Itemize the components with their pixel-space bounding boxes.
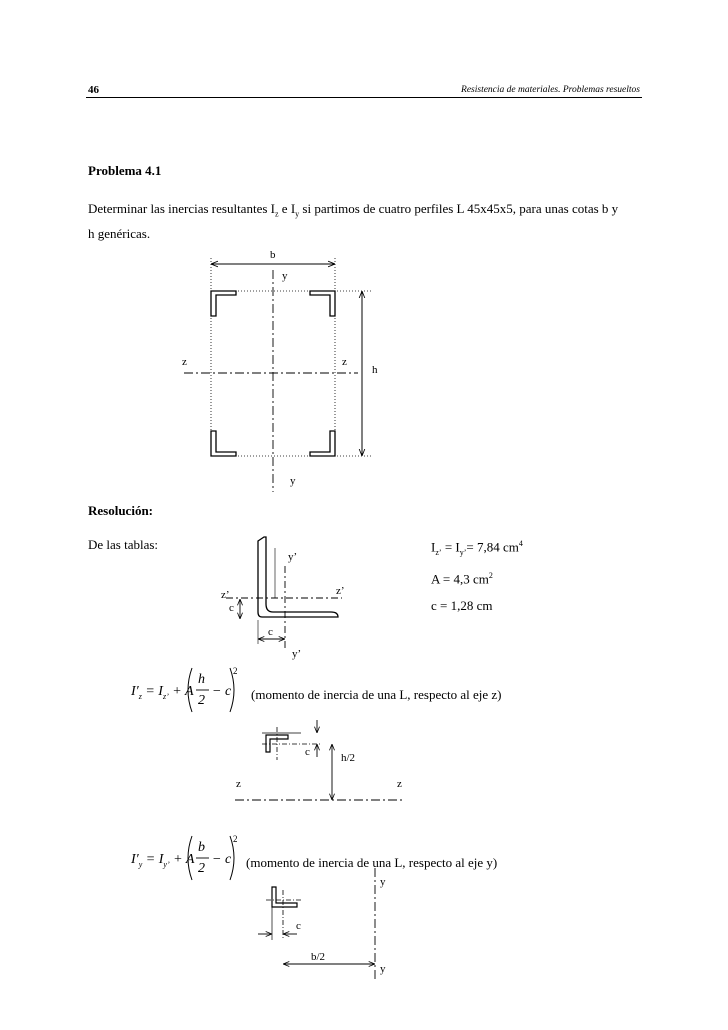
- eq1-rhs-i: = I: [145, 684, 163, 699]
- inertia-exponent: 4: [518, 539, 523, 548]
- eq1-lhs-sub: z: [138, 691, 142, 701]
- iy-symbol: = I: [441, 539, 460, 555]
- eq2-exponent: 2: [233, 834, 238, 844]
- eq1-lhs: I′: [131, 684, 139, 699]
- running-header-title: Resistencia de materiales. Problemas resueltos: [461, 85, 640, 95]
- eq2-lhs: I′: [131, 852, 139, 867]
- fig1-z-right-label: z: [342, 356, 347, 368]
- fig2-z-right-label: z’: [336, 585, 345, 597]
- eq2-minus-c: − c: [212, 852, 232, 867]
- iz-symbol: I: [431, 539, 436, 555]
- fig2-c-vertical-label: c: [229, 602, 234, 614]
- fig3-h2-label: h/2: [341, 752, 356, 764]
- area-text: A = 4,3 cm: [431, 571, 489, 587]
- fig3-z-right-label: z: [397, 778, 402, 790]
- c-value: c = 1,28 cm: [431, 598, 493, 613]
- page-number: 46: [88, 84, 99, 96]
- eq2-frac-den: 2: [198, 861, 205, 876]
- eq1-minus-c: − c: [212, 684, 232, 699]
- eq2-frac-num: b: [198, 840, 205, 855]
- eq2-lhs-sub: y: [138, 859, 143, 869]
- inertia-value: = 7,84 cm: [466, 539, 519, 555]
- eq2-rhs-i: = I: [145, 852, 164, 867]
- iy-subscript: y’: [459, 547, 467, 557]
- statement-sub-y: y: [295, 209, 300, 219]
- eq1-rhs-a: + A: [172, 684, 194, 699]
- fig4-y-bottom-label: y: [380, 963, 386, 975]
- fig1-y-bottom-label: y: [290, 475, 296, 487]
- statement-line-2: h genéricas.: [88, 225, 151, 241]
- eq1-exponent: 2: [233, 666, 238, 676]
- problem-title: Problema 4.1: [88, 163, 162, 178]
- fig4-y-top-label: y: [380, 876, 386, 888]
- fig3-z-left-label: z: [236, 778, 241, 790]
- eq1-frac-den: 2: [198, 693, 205, 708]
- resolution-title: Resolución:: [88, 503, 153, 518]
- fig1-b-label: b: [270, 249, 276, 261]
- statement-sub-z: z: [274, 209, 279, 219]
- fig4-c-label: c: [296, 920, 301, 932]
- fig2-y-top-label: y’: [288, 551, 298, 563]
- eq1-note: (momento de inercia de una L, respecto al eje z): [251, 687, 502, 702]
- statement-part-2: e I: [278, 201, 296, 216]
- fig1-z-left-label: z: [182, 356, 187, 368]
- fig4-l-profile: [272, 887, 297, 907]
- fig2-z-left-label: z’: [221, 589, 230, 601]
- fig3-c-label: c: [305, 746, 310, 758]
- eq1-frac-num: h: [198, 672, 205, 687]
- fig1-h-label: h: [372, 364, 378, 376]
- eq2-rhs-a: + A: [173, 852, 195, 867]
- area-exponent: 2: [488, 571, 493, 580]
- eq2-rhs-sub: y’: [163, 859, 170, 869]
- eq1-rhs-sub: z’: [162, 691, 169, 701]
- statement-part-1: Determinar las inercias resultantes I: [88, 201, 275, 216]
- fig2-c-horizontal-label: c: [268, 626, 273, 638]
- fig4-b2-label: b/2: [311, 951, 326, 963]
- eq2-note: (momento de inercia de una L, respecto al eje y): [246, 855, 498, 870]
- statement-part-3: si partimos de cuatro perfiles L 45x45x5, para unas cotas b y: [299, 201, 619, 216]
- fig2-y-bottom-label: y’: [292, 648, 302, 660]
- iz-subscript: z’: [435, 547, 442, 557]
- from-tables-label: De las tablas:: [88, 537, 159, 552]
- fig1-y-top-label: y: [282, 270, 288, 282]
